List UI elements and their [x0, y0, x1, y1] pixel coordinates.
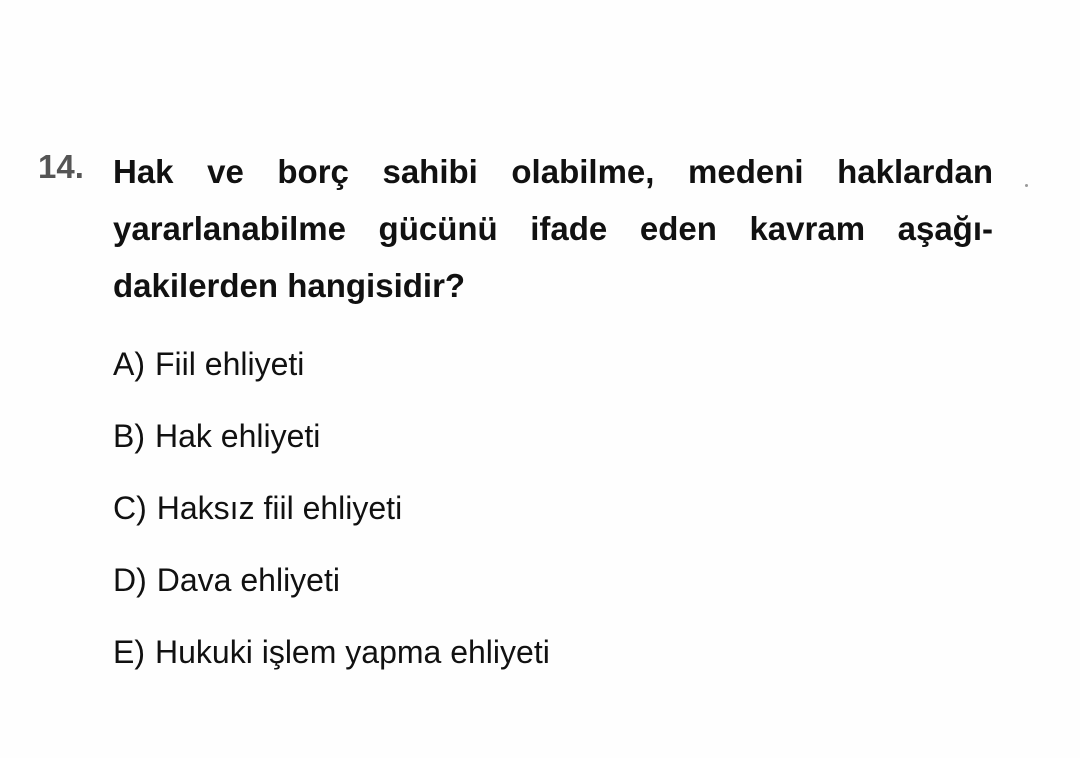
cut-off-text-remnant [190, 0, 590, 6]
answer-options [113, 328, 550, 688]
question-line: Hak ve borç sahibi olabilme, medeni haklardan [113, 153, 993, 190]
option-text: Hak ehliyeti [155, 418, 321, 454]
option-text: Fiil ehliyeti [155, 346, 305, 382]
option-letter: E) [113, 634, 145, 670]
question-stem [113, 143, 993, 314]
option-b[interactable] [113, 400, 550, 472]
option-letter: A) [113, 346, 145, 382]
scan-speck [1025, 184, 1028, 187]
option-text: Dava ehliyeti [156, 562, 340, 598]
question-line: yararlanabilme gücünü ifade eden kavram aşağı- [113, 210, 993, 247]
option-a[interactable] [113, 328, 550, 400]
question-number: 14. [38, 148, 84, 185]
question-line: dakilerden hangisidir? [113, 267, 466, 304]
option-letter: C) [113, 490, 147, 526]
previous-question-fragment [190, 0, 590, 6]
option-e[interactable] [113, 616, 550, 688]
option-d[interactable] [113, 544, 550, 616]
option-text: Hukuki işlem yapma ehliyeti [155, 634, 550, 670]
option-letter: B) [113, 418, 145, 454]
option-letter: D) [113, 562, 147, 598]
option-c[interactable] [113, 472, 550, 544]
option-text: Haksız fiil ehliyeti [156, 490, 403, 526]
